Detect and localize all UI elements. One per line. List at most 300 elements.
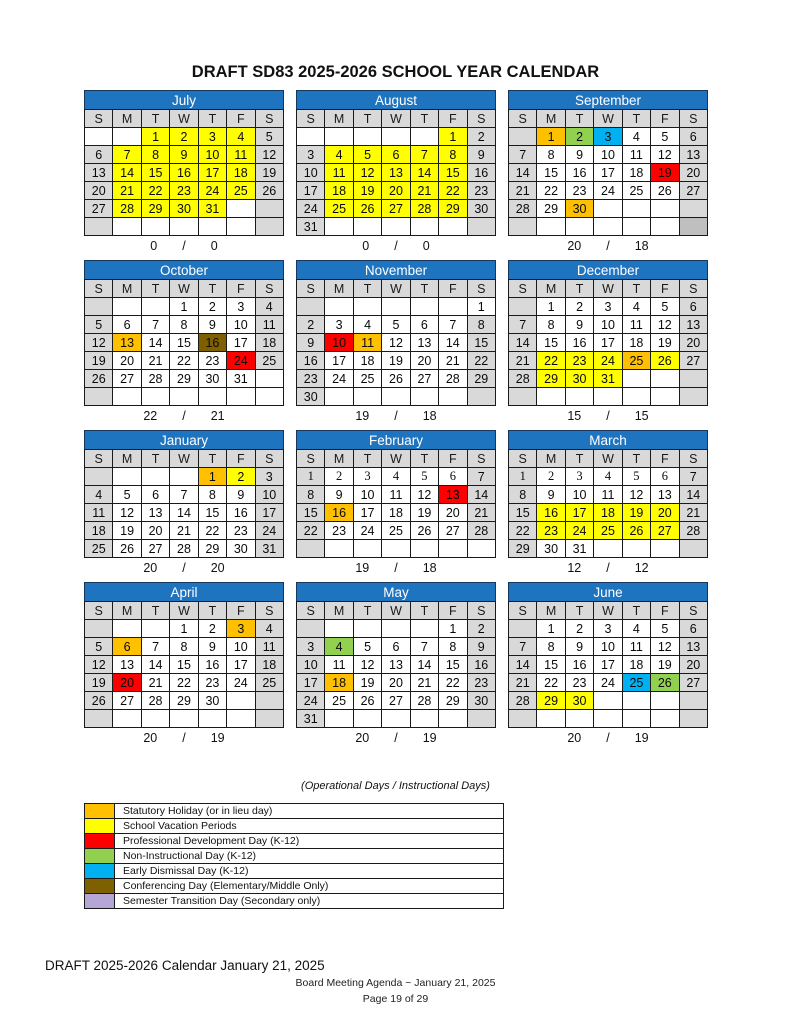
week-row [85,620,284,638]
day-cell: 15 [439,164,467,182]
day-cell: 3 [227,298,255,316]
week-row [509,620,708,638]
week-row [85,352,284,370]
day-cell: 10 [297,656,325,674]
empty-cell [651,218,679,236]
week-row [297,146,496,164]
day-cell: 8 [297,486,325,504]
day-cell: 13 [679,316,707,334]
week-row [297,620,496,638]
day-cell: 18 [325,182,353,200]
day-cell: 29 [537,370,565,388]
empty-cell [651,710,679,728]
day-cell: 1 [537,298,565,316]
empty-cell [382,620,410,638]
weekday-header-cell: F [439,110,467,128]
empty-cell [141,710,169,728]
weekday-header-cell: T [565,110,593,128]
day-cell: 24 [594,674,622,692]
weekday-header-cell: M [325,602,353,620]
day-cell: 6 [651,468,679,486]
day-cell: 10 [594,638,622,656]
weekday-header-cell: T [198,602,226,620]
day-cell: 3 [565,468,593,486]
day-cell: 3 [353,468,381,486]
day-cell: 6 [382,638,410,656]
day-cell: 6 [679,620,707,638]
empty-cell [113,128,141,146]
day-cell: 29 [509,540,537,558]
week-row [509,468,708,486]
legend-row [85,879,504,894]
day-cell: 3 [594,620,622,638]
empty-cell [85,710,113,728]
legend-color-swatch [85,879,115,894]
day-cell: 14 [679,486,707,504]
day-cell: 5 [113,486,141,504]
day-cell: 20 [679,164,707,182]
weekday-header-cell: T [198,280,226,298]
day-cell: 29 [537,692,565,710]
day-cell: 29 [170,692,198,710]
day-cell: 7 [467,468,495,486]
weekday-header-cell: S [85,280,113,298]
day-cell: 2 [170,128,198,146]
day-cell: 13 [679,146,707,164]
month-grid [84,109,284,236]
day-cell: 11 [594,486,622,504]
day-cell: 11 [382,486,410,504]
instructional-days-count: 0 [210,239,218,253]
day-cell: 25 [622,182,650,200]
day-cell: 20 [651,504,679,522]
month-june [508,582,708,747]
day-cell: 22 [198,522,226,540]
weekday-header-cell: T [565,602,593,620]
counts-slash: / [182,239,186,253]
day-cell: 4 [622,128,650,146]
day-cell: 7 [141,316,169,334]
weekday-header-cell: F [227,280,255,298]
empty-cell [439,298,467,316]
weekday-header-cell: S [297,450,325,468]
day-cell: 31 [297,710,325,728]
legend-label: Professional Development Day (K-12) [115,834,504,849]
operational-days-count: 12 [567,561,582,575]
day-cell: 8 [141,146,169,164]
day-cell: 1 [509,468,537,486]
page-title: DRAFT SD83 2025-2026 SCHOOL YEAR CALENDAR [191,63,600,81]
day-cell: 11 [227,146,255,164]
day-cell: 9 [537,486,565,504]
week-row [85,692,284,710]
week-row [509,182,708,200]
month-title: December [508,260,708,280]
weekday-header-cell: W [594,450,622,468]
weekday-header-cell: T [622,280,650,298]
day-cell: 18 [382,504,410,522]
day-cell: 25 [353,370,381,388]
footer-board-meeting-line: Board Meeting Agenda ~ January 21, 2025 [295,977,496,989]
weekday-header-cell: S [255,280,283,298]
day-cell: 12 [85,334,113,352]
week-row [297,370,496,388]
empty-cell [622,218,650,236]
day-cell: 22 [170,674,198,692]
empty-cell [353,540,381,558]
empty-cell [509,710,537,728]
weekday-header-cell: T [353,450,381,468]
day-cell: 13 [141,504,169,522]
empty-cell [198,388,226,406]
day-cell: 26 [651,352,679,370]
day-cell: 24 [227,352,255,370]
day-cell: 15 [170,656,198,674]
day-cell: 20 [679,656,707,674]
empty-cell [439,218,467,236]
day-cell: 16 [198,656,226,674]
day-cell: 14 [141,656,169,674]
day-cell: 11 [255,638,283,656]
week-row [85,656,284,674]
empty-cell [227,388,255,406]
day-cell: 10 [565,486,593,504]
day-cell: 7 [141,638,169,656]
day-counts [508,561,708,577]
day-cell: 14 [141,334,169,352]
empty-cell [382,540,410,558]
weekday-header-cell: M [113,110,141,128]
day-cell: 7 [439,316,467,334]
weekday-header-cell: T [622,450,650,468]
empty-cell [85,620,113,638]
week-row [85,522,284,540]
day-cell: 9 [198,316,226,334]
weekday-header-cell: W [382,602,410,620]
legend-label: Statutory Holiday (or in lieu day) [115,804,504,819]
month-grid [84,449,284,558]
day-cell: 24 [594,352,622,370]
month-grid [296,109,496,236]
day-cell: 14 [509,656,537,674]
day-cell: 18 [353,352,381,370]
day-cell: 5 [353,638,381,656]
weekday-header-cell: W [170,110,198,128]
empty-cell [594,200,622,218]
empty-cell [410,128,438,146]
day-counts [84,561,284,577]
empty-cell [651,370,679,388]
day-cell: 16 [565,334,593,352]
day-cell: 26 [651,182,679,200]
empty-cell [509,128,537,146]
month-title: October [84,260,284,280]
day-cell: 29 [537,200,565,218]
empty-cell [382,218,410,236]
weekday-header-cell: M [325,110,353,128]
counts-slash: / [182,731,186,745]
week-row [509,522,708,540]
day-cell: 1 [439,128,467,146]
day-cell: 20 [113,352,141,370]
weekday-header-cell: W [170,280,198,298]
legend-label: Early Dismissal Day (K-12) [115,864,504,879]
day-cell: 1 [170,298,198,316]
week-row [509,692,708,710]
month-title: August [296,90,496,110]
day-cell: 3 [594,298,622,316]
empty-cell [651,200,679,218]
day-cell: 6 [85,146,113,164]
day-cell: 1 [439,620,467,638]
day-cell: 15 [509,504,537,522]
day-cell: 16 [537,504,565,522]
day-cell: 28 [509,200,537,218]
week-row [509,710,708,728]
day-cell: 12 [353,656,381,674]
day-cell: 15 [439,656,467,674]
weekday-header-cell: T [622,110,650,128]
day-cell: 10 [594,146,622,164]
week-row [297,316,496,334]
weekday-header-cell: S [467,450,495,468]
empty-cell [410,710,438,728]
week-row [509,638,708,656]
empty-cell [679,540,707,558]
weekday-header-cell: M [113,450,141,468]
day-cell: 4 [325,146,353,164]
day-cell: 26 [410,522,438,540]
empty-cell [382,710,410,728]
empty-cell [439,710,467,728]
month-november [296,260,496,425]
day-cell: 10 [325,334,353,352]
day-cell: 21 [113,182,141,200]
weekday-header-cell: M [325,450,353,468]
day-cell: 2 [325,468,353,486]
week-row [85,218,284,236]
month-september [508,90,708,255]
day-cell: 29 [141,200,169,218]
operational-days-count: 19 [355,409,370,423]
day-cell: 15 [537,164,565,182]
counts-slash: / [606,239,610,253]
day-cell: 9 [297,334,325,352]
empty-cell [325,298,353,316]
week-row [297,334,496,352]
day-cell: 16 [325,504,353,522]
week-row [297,710,496,728]
weekday-header-cell: T [141,602,169,620]
day-cell: 27 [679,182,707,200]
day-cell: 1 [170,620,198,638]
day-cell: 17 [565,504,593,522]
weekday-header-cell: S [509,450,537,468]
weekday-header-cell: S [85,602,113,620]
day-cell: 29 [467,370,495,388]
day-cell: 22 [297,522,325,540]
day-cell: 28 [509,370,537,388]
weekday-header-cell: F [227,450,255,468]
weekday-header-cell: S [679,110,707,128]
day-cell: 13 [382,164,410,182]
month-february [296,430,496,577]
week-row [509,334,708,352]
day-cell: 26 [255,182,283,200]
weekday-header-cell: T [141,280,169,298]
day-cell: 19 [255,164,283,182]
empty-cell [679,200,707,218]
weekday-header-row [297,110,496,128]
instructional-days-count: 12 [634,561,649,575]
day-cell: 21 [467,504,495,522]
empty-cell [255,370,283,388]
day-cell: 7 [170,486,198,504]
day-cell: 28 [439,370,467,388]
empty-cell [439,540,467,558]
day-cell: 23 [297,370,325,388]
instructional-days-count: 18 [422,561,437,575]
week-row [509,164,708,182]
day-cell: 16 [170,164,198,182]
day-cell: 19 [113,522,141,540]
legend-label: Semester Transition Day (Secondary only) [115,894,504,909]
month-august [296,90,496,255]
day-cell: 25 [622,352,650,370]
day-cell: 25 [227,182,255,200]
week-row [509,218,708,236]
month-grid [508,601,708,728]
week-row [297,522,496,540]
empty-cell [622,388,650,406]
day-counts [296,239,496,255]
day-cell: 21 [141,352,169,370]
day-cell: 21 [509,674,537,692]
weekday-header-cell: S [255,110,283,128]
day-cell: 12 [382,334,410,352]
day-cell: 20 [85,182,113,200]
week-row [297,388,496,406]
day-cell: 12 [353,164,381,182]
empty-cell [622,710,650,728]
operational-days-count: 20 [143,731,158,745]
counts-slash: / [606,731,610,745]
empty-cell [113,710,141,728]
day-cell: 2 [198,298,226,316]
week-row [85,334,284,352]
day-cell: 6 [113,316,141,334]
legend-label: School Vacation Periods [115,819,504,834]
instructional-days-count: 19 [634,731,649,745]
day-cell: 22 [537,352,565,370]
empty-cell [141,218,169,236]
empty-cell [622,370,650,388]
day-cell: 2 [565,620,593,638]
operational-days-count: 22 [143,409,158,423]
day-cell: 30 [170,200,198,218]
day-cell: 26 [85,692,113,710]
day-cell: 5 [622,468,650,486]
empty-cell [410,388,438,406]
empty-cell [353,218,381,236]
weekday-header-row [85,450,284,468]
empty-cell [85,468,113,486]
operational-days-count: 20 [143,561,158,575]
weekday-header-cell: F [439,450,467,468]
day-cell: 11 [622,638,650,656]
day-cell: 17 [325,352,353,370]
weekday-header-cell: S [255,602,283,620]
legend-row [85,819,504,834]
day-cell: 8 [537,146,565,164]
day-cell: 19 [85,674,113,692]
day-cell: 24 [565,522,593,540]
empty-cell [622,540,650,558]
day-cell: 3 [297,146,325,164]
day-cell: 26 [353,692,381,710]
weekday-header-cell: S [467,602,495,620]
empty-cell [255,710,283,728]
day-cell: 28 [141,370,169,388]
month-may [296,582,496,747]
empty-cell [325,128,353,146]
day-cell: 12 [113,504,141,522]
day-cell: 11 [325,656,353,674]
day-cell: 29 [439,200,467,218]
day-cell: 15 [141,164,169,182]
week-row [85,540,284,558]
day-cell: 14 [113,164,141,182]
day-cell: 17 [297,674,325,692]
day-cell: 2 [565,128,593,146]
weekday-header-cell: F [651,450,679,468]
instructional-days-count: 18 [422,409,437,423]
day-cell: 14 [439,334,467,352]
weekday-header-cell: T [410,110,438,128]
day-cell: 4 [325,638,353,656]
weekday-header-cell: F [651,280,679,298]
empty-cell [170,388,198,406]
day-cell: 1 [198,468,226,486]
week-row [85,298,284,316]
empty-cell [255,388,283,406]
operational-days-count: 20 [567,731,582,745]
day-counts [508,409,708,425]
empty-cell [382,388,410,406]
day-cell: 12 [651,638,679,656]
day-cell: 5 [651,128,679,146]
day-cell: 8 [467,316,495,334]
counts-slash: / [394,561,398,575]
day-cell: 24 [297,200,325,218]
day-cell: 30 [565,200,593,218]
empty-cell [594,218,622,236]
day-cell: 11 [255,316,283,334]
weekday-header-cell: F [651,110,679,128]
empty-cell [537,218,565,236]
day-cell: 30 [198,692,226,710]
day-cell: 27 [141,540,169,558]
day-cell: 5 [255,128,283,146]
day-cell: 7 [410,638,438,656]
weekday-header-cell: S [509,602,537,620]
empty-cell [651,692,679,710]
empty-cell [679,388,707,406]
day-cell: 1 [467,298,495,316]
weekday-header-cell: W [382,450,410,468]
empty-cell [353,388,381,406]
day-cell: 22 [170,352,198,370]
